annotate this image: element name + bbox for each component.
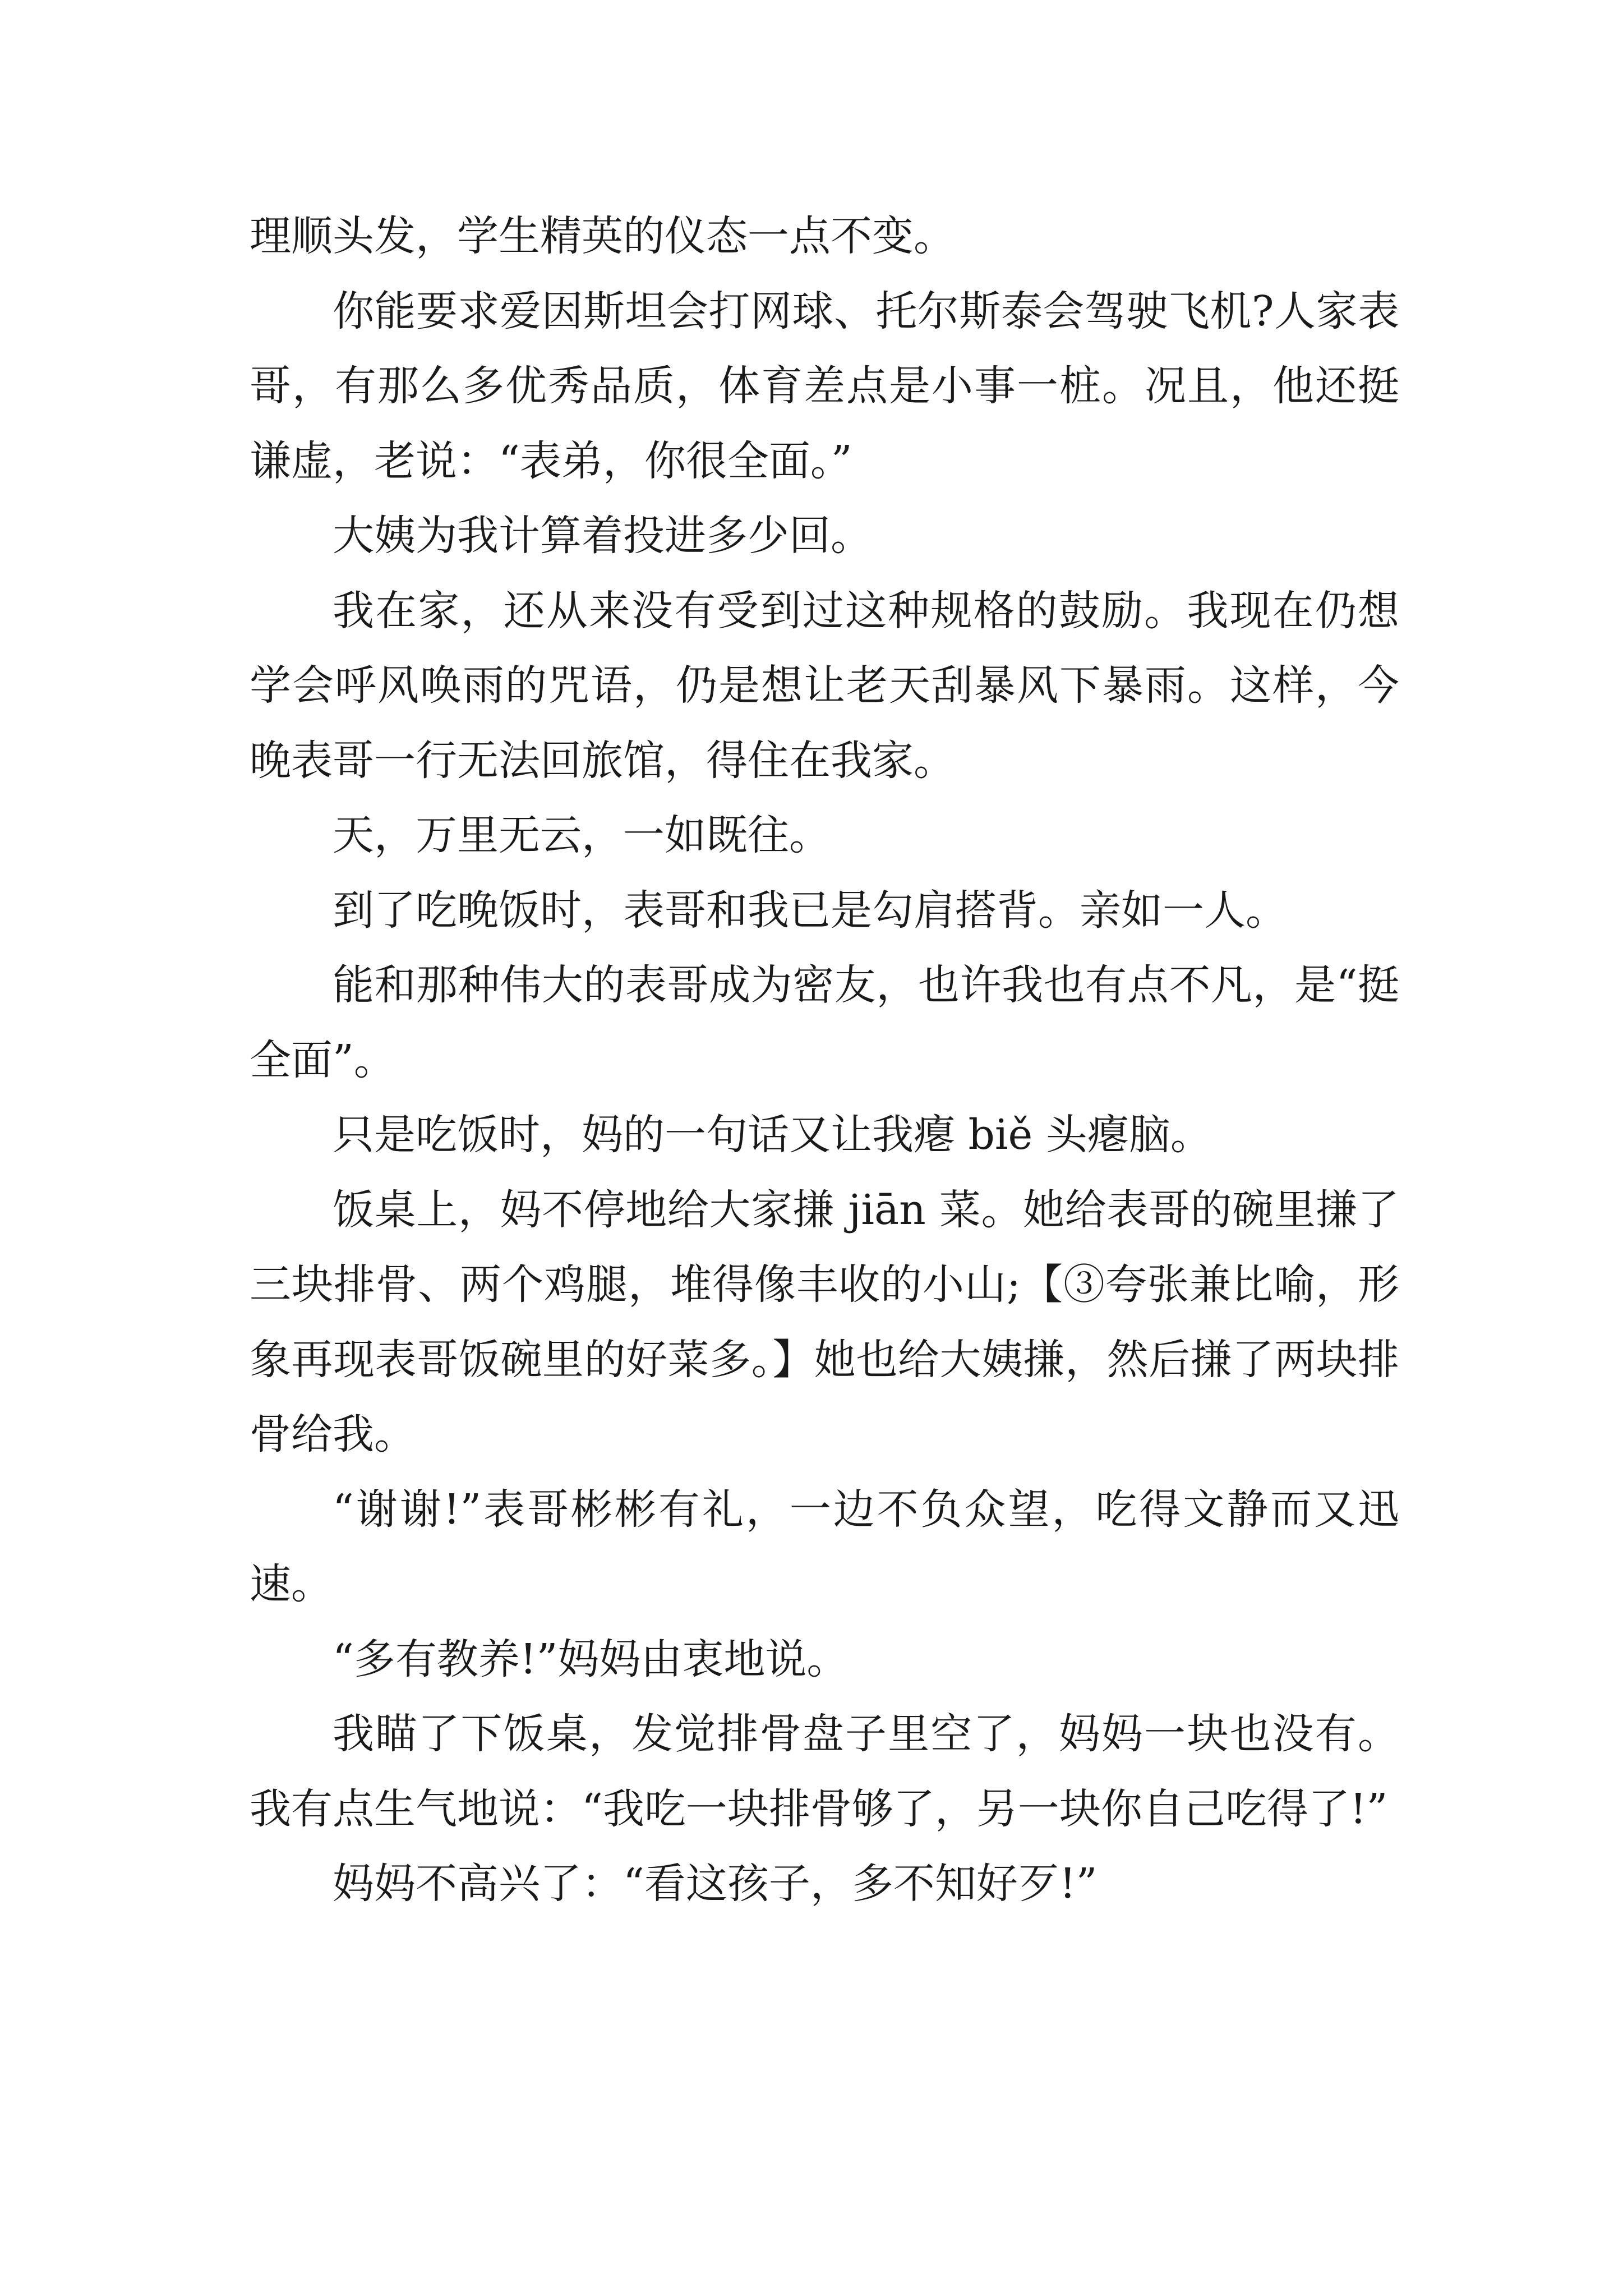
text-body bbox=[250, 199, 1399, 1922]
paragraph: 天，万里无云，一如既往。 bbox=[333, 811, 831, 859]
paragraph: 你能要求爱因斯坦会打网球、托尔斯泰会驾驶飞机?人家表哥，有那么多优秀品质，体育差点是小事一桩。况且，他还挺谦虚，老说：“表弟，你很全面。” bbox=[250, 287, 1399, 485]
paragraph: 到了吃晚饭时，表哥和我已是勾肩搭背。亲如一人。 bbox=[333, 886, 1287, 935]
paragraph: 理顺头发，学生精英的仪态一点不变。 bbox=[250, 212, 955, 260]
paragraph: 我在家，还从来没有受到过这种规格的鼓励。我现在仍想学会呼风唤雨的咒语，仍是想让老天刮暴风下暴雨。这样，今晚表哥一行无法回旅馆，得住在我家。 bbox=[250, 586, 1399, 785]
paragraph: 大姨为我计算着投进多少回。 bbox=[333, 512, 872, 560]
paragraph: 只是吃饭时，妈的一句话又让我瘪 biě 头瘪脑。 bbox=[333, 1111, 1212, 1159]
paragraph: 饭桌上，妈不停地给大家搛 jiān 菜。她给表哥的碗里搛了三块排骨、两个鸡腿，堆得像丰收的小山;【③夸张兼比喻，形象再现表哥饭碗里的好菜多。】她也给大姨搛，然后搛了两块排骨给我。 bbox=[250, 1185, 1399, 1458]
paragraph: 妈妈不高兴了：“看这孩子，多不知好歹!” bbox=[333, 1860, 1098, 1908]
paragraph: 我瞄了下饭桌，发觉排骨盘子里空了，妈妈一块也没有。我有点生气地说：“我吃一块排骨够了，另一块你自己吃得了!” bbox=[250, 1710, 1399, 1833]
paragraph: 能和那种伟大的表哥成为密友，也许我也有点不凡，是“挺全面”。 bbox=[250, 961, 1399, 1084]
paragraph: “谢谢!”表哥彬彬有礼，一边不负众望，吃得文静而又迅速。 bbox=[250, 1485, 1399, 1608]
paragraph: “多有教养!”妈妈由衷地说。 bbox=[333, 1635, 849, 1683]
